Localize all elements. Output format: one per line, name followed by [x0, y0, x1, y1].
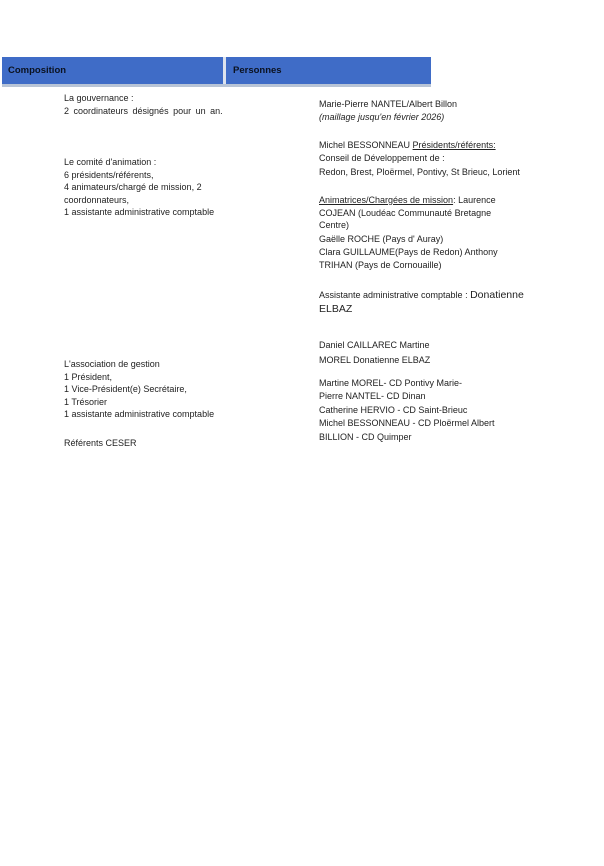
gouvernance-detail: 2 coordinateurs désignés pour un an. — [64, 105, 223, 116]
animatrices-line: Centre) — [319, 220, 350, 230]
ceser-person-line: BILLION - CD Quimper — [319, 432, 412, 442]
animatrices-label: Animatrices/Chargées de mission — [319, 195, 454, 205]
personnes-ceser — [319, 377, 495, 444]
association-line: 1 assistante administrative comptable — [64, 409, 215, 419]
assistante-name: Donatienne — [470, 289, 524, 301]
ceser-person-line: Martine MOREL- CD Pontivy Marie- — [319, 378, 463, 388]
comite-line: 1 assistante administrative comptable — [64, 207, 215, 217]
animatrices-line: Clara GUILLAUME(Pays de Redon) Anthony — [319, 247, 498, 257]
presidents-line: Redon, Brest, Ploërmel, Pontivy, St Brieuc, Lorient — [319, 167, 520, 177]
presidents-label: Présidents/référents: — [412, 140, 496, 150]
presidents-line: Conseil de Développement de : — [319, 152, 445, 163]
association-line: 1 Vice-Président(e) Secrétaire, — [64, 384, 187, 394]
comite-line: 6 présidents/référents, — [64, 169, 154, 180]
header-personnes: Personnes — [226, 57, 431, 84]
association-person-line: Daniel CAILLAREC Martine — [319, 340, 430, 350]
ceser-person-line: Michel BESSONNEAU - CD Ploërmel Albert — [319, 417, 495, 428]
assistante-name: ELBAZ — [319, 302, 353, 315]
composition-ceser — [64, 437, 137, 450]
ceser-person-line: Catherine HERVIO - CD Saint-Brieuc — [319, 405, 468, 415]
association-person-line: MOREL Donatienne ELBAZ — [319, 354, 431, 365]
assistante-label: Assistante administrative comptable : — [319, 290, 468, 300]
animatrices-line: TRIHAN (Pays de Cornouaille) — [319, 259, 442, 270]
personnes-association — [319, 339, 430, 366]
presidents-name: Michel BESSONNEAU — [319, 140, 411, 150]
animatrices-line: COJEAN (Loudéac Communauté Bretagne — [319, 207, 492, 218]
composition-gouvernance — [64, 92, 223, 117]
gouvernance-title: La gouvernance : — [64, 93, 134, 103]
composition-comite — [64, 156, 214, 219]
personnes-animatrices — [319, 194, 498, 271]
animatrices-line: Gaëlle ROCHE (Pays d' Auray) — [319, 233, 444, 244]
comite-line: coordonnateurs, — [64, 194, 130, 205]
association-line: 1 Trésorier — [64, 396, 108, 407]
association-line: 1 Président, — [64, 371, 113, 382]
personnes-presidents — [319, 139, 520, 179]
gouvernance-names: Marie-Pierre NANTEL/Albert Billon — [319, 99, 458, 109]
association-title: L'association de gestion — [64, 359, 160, 369]
comite-title: Le comité d'animation : — [64, 157, 157, 167]
personnes-gouvernance — [319, 98, 457, 123]
header-composition: Composition — [2, 57, 223, 84]
animatrices-first: : Laurence — [453, 195, 496, 205]
ceser-title: Référents CESER — [64, 438, 137, 448]
gouvernance-note: (maillage jusqu'en février 2026) — [319, 111, 445, 122]
ceser-person-line: Pierre NANTEL- CD Dinan — [319, 390, 426, 401]
table-header — [2, 57, 431, 87]
comite-line: 4 animateurs/chargé de mission, 2 — [64, 182, 202, 192]
personnes-assistante — [319, 289, 524, 315]
composition-association — [64, 358, 214, 421]
